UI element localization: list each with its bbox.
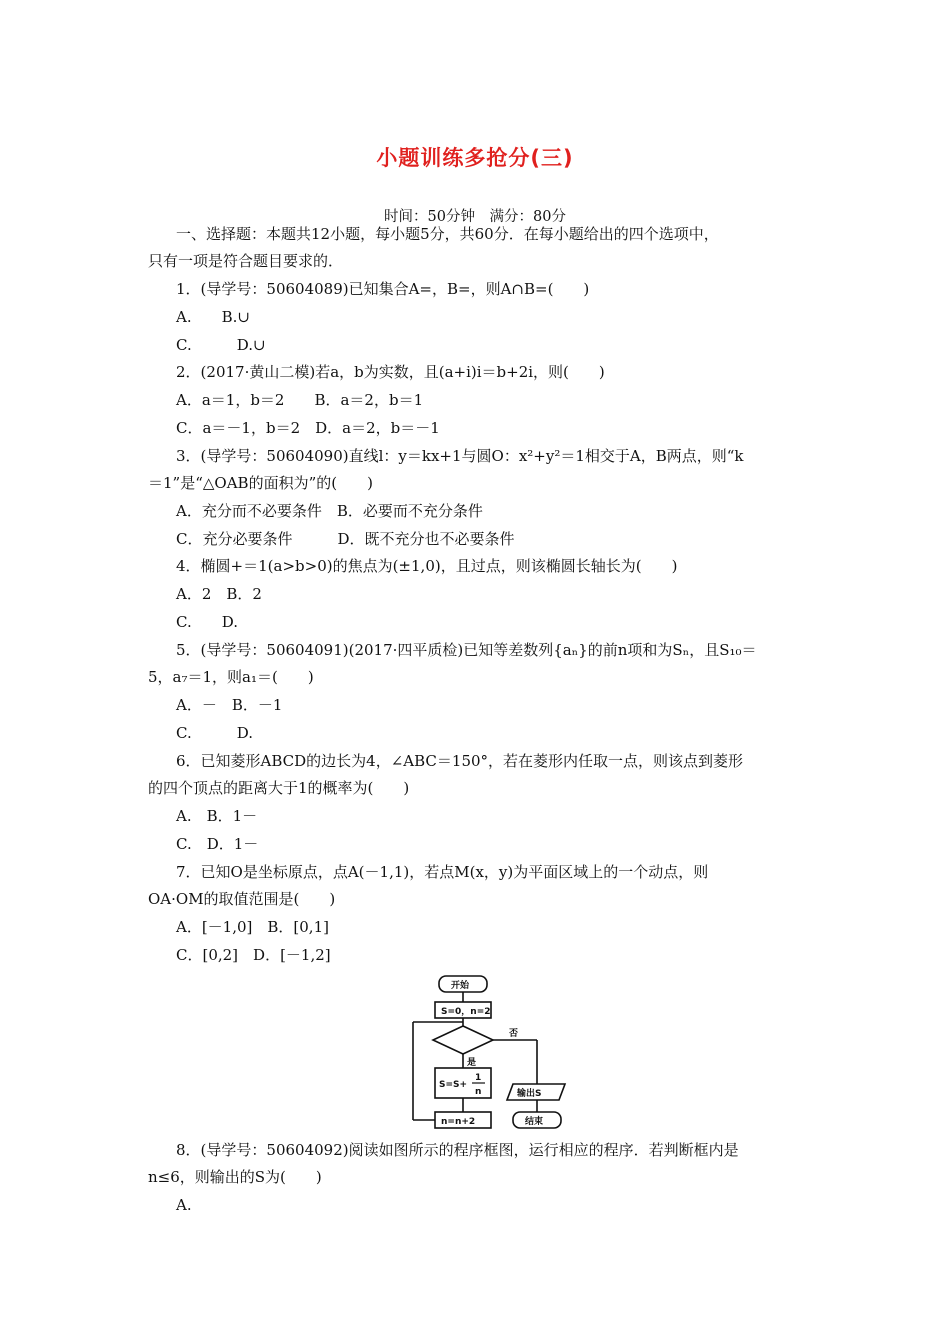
question-8-option-a: A. <box>176 1196 192 1214</box>
flowchart-decision-diamond <box>433 1026 493 1054</box>
page-title: 小题训练多抢分(三) <box>376 146 574 170</box>
question-5-options-cd: C. D. <box>176 724 253 742</box>
flowchart-update-n-label: n=n+2 <box>441 1117 476 1127</box>
question-6-line-1: 6．已知菱形ABCD的边长为4，∠ABC＝150°，若在菱形内任取一点，则该点到菱形 <box>176 752 744 770</box>
flowchart-fraction-numerator: 1 <box>475 1073 482 1083</box>
flowchart-start-label: 开始 <box>451 981 470 991</box>
flowchart-init-label: S=0，n=2 <box>441 1007 491 1017</box>
section-intro-line-2: 只有一项是符合题目要求的． <box>148 252 344 270</box>
question-3-options-ab: A．充分而不必要条件 B．必要而不充分条件 <box>176 502 483 520</box>
question-7-line-2: OA·OM的取值范围是( ) <box>148 890 336 908</box>
question-3-options-cd: C．充分必要条件 D．既不充分也不必要条件 <box>176 530 515 548</box>
question-5-line-1: 5．(导学号：50604091)(2017·四平质检)已知等差数列{aₙ}的前n项和为Sₙ，且S₁₀＝ <box>176 641 757 659</box>
question-7-line-1: 7．已知O是坐标原点，点A(－1,1)，若点M(x，y)为平面区域上的一个动点，则 <box>176 863 709 881</box>
section-intro-line-1: 一、选择题：本题共12小题，每小题5分，共60分．在每小题给出的四个选项中， <box>176 225 719 243</box>
program-flowchart <box>405 972 575 1140</box>
flowchart-output-label: 输出S <box>517 1089 542 1099</box>
question-6-line-2: 的四个顶点的距离大于1的概率为( ) <box>148 779 410 797</box>
question-2-options-ab: A．a＝1，b＝2 B．a＝2，b＝1 <box>176 391 424 409</box>
question-7-options-ab: A．[－1,0] B．[0,1] <box>176 918 329 936</box>
question-8-line-1: 8．(导学号：50604092)阅读如图所示的程序框图，运行相应的程序．若判断框内是 <box>176 1141 739 1159</box>
question-4-options-ab: A．2 B．2 <box>176 585 262 603</box>
flowchart-yes-label: 是 <box>467 1058 477 1068</box>
question-3-line-2: ＝1”是“△OAB的面积为”的( ) <box>148 474 373 492</box>
question-1-options-ab: A. B.∪ <box>176 308 250 326</box>
question-4: 4．椭圆+＝1(a>b>0)的焦点为(±1,0)，且过点，则该椭圆长轴长为( ) <box>176 557 678 575</box>
question-5-line-2: 5，a₇＝1，则a₁＝( ) <box>148 668 314 686</box>
question-8-line-2: n≤6，则输出的S为( ) <box>148 1168 322 1186</box>
question-6-options-ab: A. B．1－ <box>176 807 258 825</box>
question-1-options-cd: C. D.∪ <box>176 336 266 354</box>
question-5-options-ab: A．－ B．－1 <box>176 696 283 714</box>
question-1: 1．(导学号：50604089)已知集合A=，B=，则A∩B=( ) <box>176 280 590 298</box>
time-score-info: 时间：50分钟 满分：80分 <box>384 209 566 225</box>
question-2: 2．(2017·黄山二模)若a，b为实数，且(a+i)i＝b+2i，则( ) <box>176 363 605 381</box>
question-3-line-1: 3．(导学号：50604090)直线l：y＝kx+1与圆O：x²+y²＝1相交于A，B两点，则“k <box>176 447 744 465</box>
question-4-options-cd: C. D. <box>176 613 238 631</box>
flowchart-fraction-denominator: n <box>475 1087 482 1097</box>
flowchart-no-label: 否 <box>509 1029 519 1039</box>
question-6-options-cd: C. D．1－ <box>176 835 259 853</box>
question-2-options-cd: C．a＝－1，b＝2 D．a＝2，b＝－1 <box>176 419 440 437</box>
flowchart-update-s-label: S=S+ <box>439 1080 468 1090</box>
question-7-options-cd: C．[0,2] D．[－1,2] <box>176 946 331 964</box>
flowchart-end-label: 结束 <box>525 1117 544 1127</box>
